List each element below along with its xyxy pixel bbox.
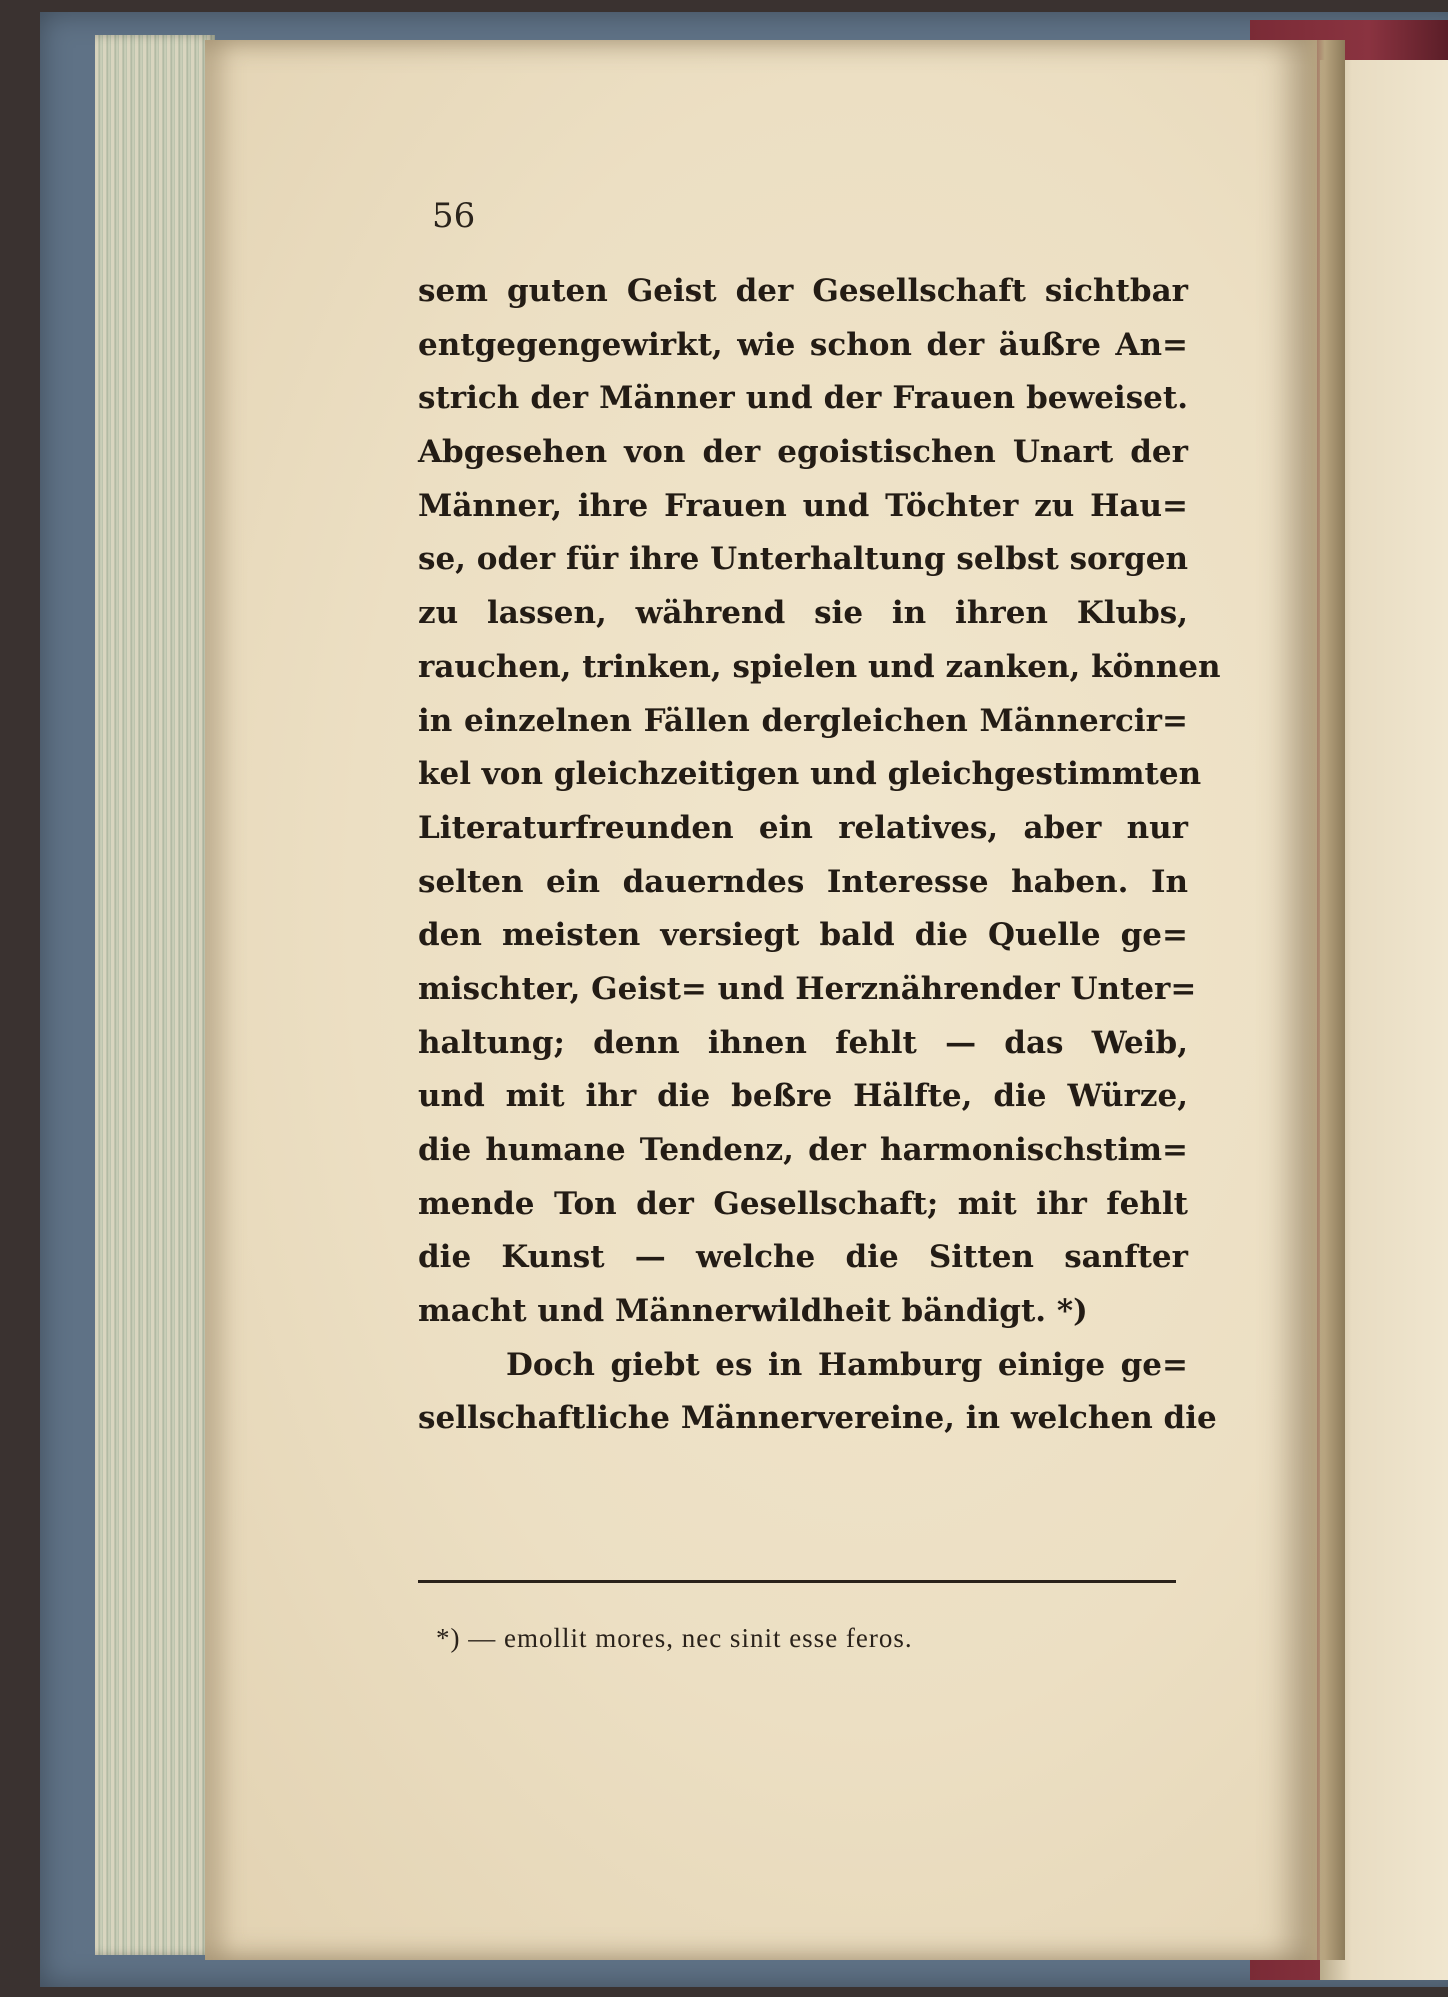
text-line: sellschaftliche Männervereine, in welchen die — [418, 1400, 1217, 1437]
text-line: Literaturfreunden ein relatives, aber nur — [418, 809, 1188, 846]
footnote: *) — emollit mores, nec sinit esse feros. — [436, 1623, 913, 1653]
text-line: Abgesehen von der egoistischen Unart der — [418, 434, 1188, 471]
text-line: kel von gleichzeitigen und gleichgestimmten — [418, 756, 1202, 793]
text-line: die humane Tendenz, der harmonischstim= — [418, 1132, 1188, 1168]
text-line: haltung; denn ihnen fehlt — das Weib, — [418, 1024, 1188, 1061]
text-line: Männer, ihre Frauen und Töchter zu Hau= — [418, 487, 1188, 524]
body-text — [418, 265, 1221, 1446]
text-line: den meisten versiegt bald die Quelle ge= — [418, 917, 1188, 954]
page-number: 56 — [432, 196, 476, 236]
footnote-rule — [418, 1580, 1176, 1583]
text-line: die Kunst — welche die Sitten sanfter — [418, 1239, 1188, 1276]
text-line: se, oder für ihre Unterhaltung selbst sorgen — [418, 541, 1188, 578]
text-line: in einzelnen Fällen dergleichen Männercir= — [418, 702, 1188, 739]
text-line: strich der Männer und der Frauen beweiset. — [418, 380, 1188, 417]
text-line: mischter, Geist= und Herznährender Unter= — [418, 970, 1197, 1007]
page-edges — [95, 35, 215, 1955]
text-line: mende Ton der Gesellschaft; mit ihr fehlt — [418, 1185, 1188, 1222]
text-line: macht und Männerwildheit bändigt. *) — [418, 1293, 1088, 1330]
text-line: und mit ihr die beßre Hälfte, die Würze, — [418, 1078, 1188, 1115]
text-line: selten ein dauerndes Interesse haben. In — [418, 863, 1188, 900]
page-gutter — [1300, 40, 1345, 1960]
text-line: zu lassen, während sie in ihren Klubs, — [418, 595, 1188, 632]
text-line: entgegengewirkt, wie schon der äußre An= — [418, 326, 1188, 363]
text-line: sem guten Geist der Gesellschaft sichtbar — [418, 273, 1188, 309]
paragraph-start-line: Doch giebt es in Hamburg einige ge= — [506, 1346, 1188, 1383]
text-line: rauchen, trinken, spielen und zanken, können — [418, 648, 1221, 685]
